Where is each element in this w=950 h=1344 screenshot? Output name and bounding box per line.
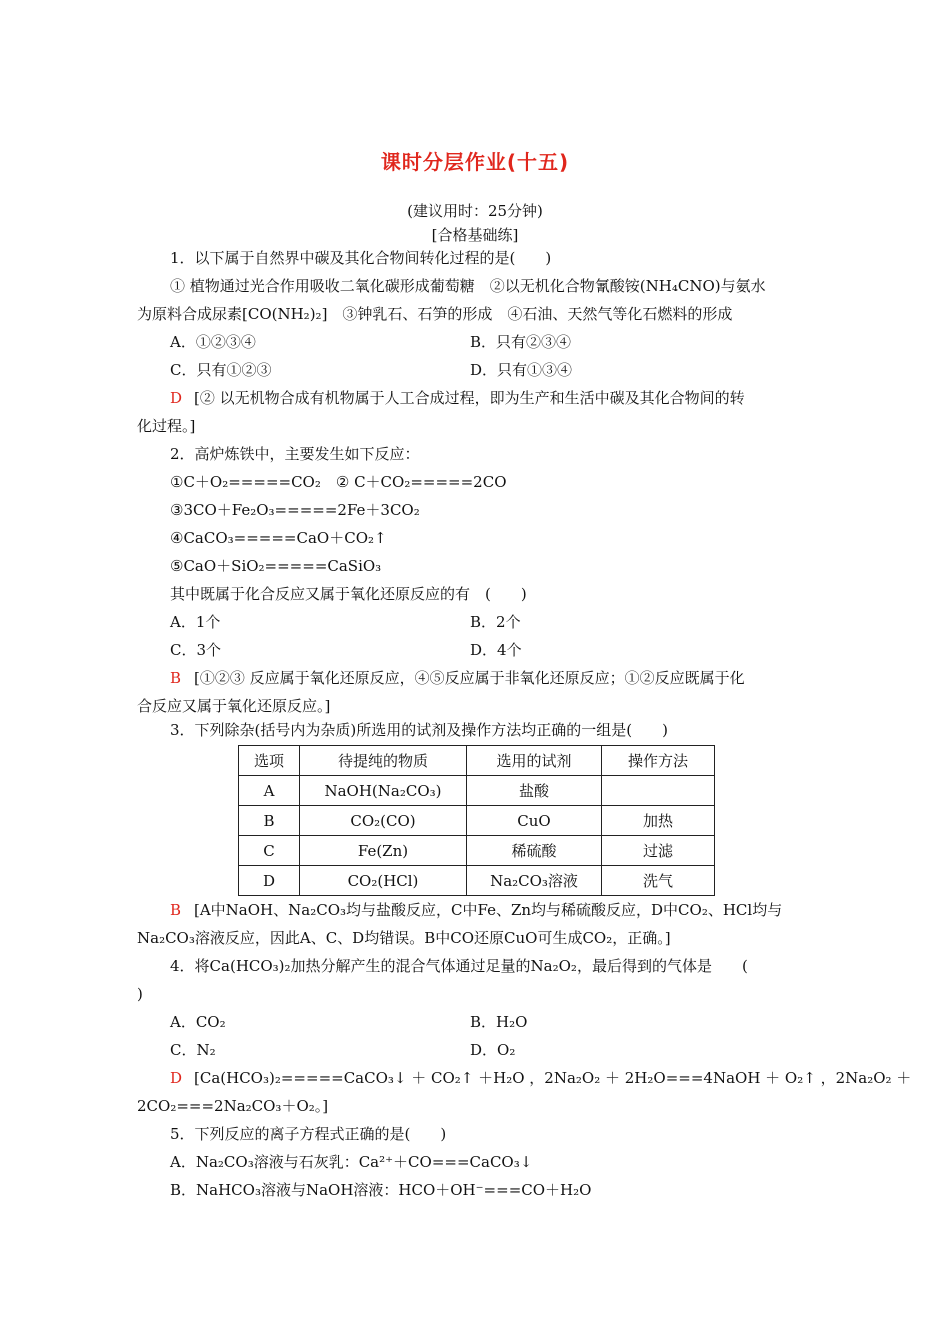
q2-stem: 2．高炉炼铁中，主要发生如下反应： bbox=[170, 445, 420, 463]
table-cell: 加热 bbox=[602, 806, 715, 836]
q2-answer: B bbox=[170, 669, 182, 687]
q1-option-b: B．只有②③④ bbox=[470, 333, 572, 351]
q3-stem: 3．下列除杂(括号内为杂质)所选用的试剂及操作方法均正确的一组是( ) bbox=[170, 721, 668, 739]
q2-reaction-1: ①C＋O₂=====CO₂ ② C＋CO₂=====2CO bbox=[170, 473, 507, 491]
table-cell: NaOH(Na₂CO₃) bbox=[300, 776, 467, 806]
q1-stem: 1．以下属于自然界中碳及其化合物间转化过程的是( ) bbox=[170, 249, 552, 267]
q2-option-b: B．2个 bbox=[470, 613, 521, 631]
q1-explanation-cont: 化过程。] bbox=[137, 417, 196, 435]
q1-option-a: A．①②③④ bbox=[170, 333, 256, 351]
q2-option-d: D．4个 bbox=[470, 641, 522, 659]
table-cell: CuO bbox=[467, 806, 602, 836]
table-cell: Fe(Zn) bbox=[300, 836, 467, 866]
table-cell: 稀硫酸 bbox=[467, 836, 602, 866]
q5-option-a: A．Na₂CO₃溶液与石灰乳：Ca²⁺＋CO===CaCO₃↓ bbox=[170, 1153, 533, 1171]
table-cell: C bbox=[239, 836, 300, 866]
q2-explanation-cont: 合反应又属于氧化还原反应。] bbox=[137, 697, 331, 715]
q2-explanation: B [①②③ 反应属于氧化还原反应，④⑤反应属于非氧化还原反应；①②反应既属于化 bbox=[170, 669, 745, 687]
q1-statement-2: 为原料合成尿素[CO(NH₂)₂] ③钟乳石、石笋的形成 ④石油、天然气等化石燃料的形成 bbox=[137, 305, 733, 323]
table-cell: CO₂(HCl) bbox=[300, 866, 467, 896]
q2-ask: 其中既属于化合反应又属于氧化还原反应的有 ( ) bbox=[170, 585, 527, 603]
table-cell bbox=[602, 776, 715, 806]
q2-option-c: C．3个 bbox=[170, 641, 222, 659]
q4-answer: D bbox=[170, 1069, 183, 1087]
table-cell: 洗气 bbox=[602, 866, 715, 896]
table-cell: CO₂(CO) bbox=[300, 806, 467, 836]
q1-option-d: D．只有①③④ bbox=[470, 361, 573, 379]
q4-explanation: D [Ca(HCO₃)₂=====CaCO₃↓ ＋ CO₂↑ ＋H₂O ，2Na₂O₂ ＋ 2H₂O===4NaOH ＋ O₂↑ ，2Na₂O₂ ＋ bbox=[170, 1069, 912, 1087]
q5-option-b: B．NaHCO₃溶液与NaOH溶液：HCO＋OH⁻===CO＋H₂O bbox=[170, 1181, 592, 1199]
table-row bbox=[239, 806, 715, 836]
q4-option-c: C．N₂ bbox=[170, 1041, 216, 1059]
section-label: [合格基础练] bbox=[431, 226, 519, 244]
table-row bbox=[239, 836, 715, 866]
table-cell: B bbox=[239, 806, 300, 836]
table-header: 选项 bbox=[239, 746, 300, 776]
q1-answer: D bbox=[170, 389, 183, 407]
q5-stem: 5．下列反应的离子方程式正确的是( ) bbox=[170, 1125, 447, 1143]
q1-option-c: C．只有①②③ bbox=[170, 361, 272, 379]
table-header: 选用的试剂 bbox=[467, 746, 602, 776]
q3-explanation: B [A中NaOH、Na₂CO₃均与盐酸反应，C中Fe、Zn均与稀硫酸反应，D中CO₂、HCl均与 bbox=[170, 901, 783, 919]
table-cell: D bbox=[239, 866, 300, 896]
q4-option-a: A．CO₂ bbox=[170, 1013, 226, 1031]
q4-option-b: B．H₂O bbox=[470, 1013, 528, 1031]
time-note: (建议用时：25分钟) bbox=[407, 202, 543, 220]
q1-statement-1: ① 植物通过光合作用吸收二氧化碳形成葡萄糖 ②以无机化合物氰酸铵(NH₄CNO)与氨水 bbox=[170, 277, 766, 295]
q2-option-a: A．1个 bbox=[170, 613, 221, 631]
q2-reaction-4: ⑤CaO＋SiO₂=====CaSiO₃ bbox=[170, 557, 382, 575]
q3-answer: B bbox=[170, 901, 182, 919]
q2-reaction-2: ③3CO＋Fe₂O₃=====2Fe＋3CO₂ bbox=[170, 501, 420, 519]
table-cell: A bbox=[239, 776, 300, 806]
q4-stem-cont: ) bbox=[137, 985, 143, 1003]
q4-explanation-cont: 2CO₂===2Na₂CO₃＋O₂。] bbox=[137, 1097, 329, 1115]
table-header-row bbox=[239, 746, 715, 776]
q4-stem: 4．将Ca(HCO₃)₂加热分解产生的混合气体通过足量的Na₂O₂，最后得到的气体是 ( bbox=[170, 957, 748, 975]
q2-reaction-3: ④CaCO₃=====CaO＋CO₂↑ bbox=[170, 529, 387, 547]
q1-explanation: D [② 以无机物合成有机物属于人工合成过程，即为生产和生活中碳及其化合物间的转 bbox=[170, 389, 745, 407]
table-cell: Na₂CO₃溶液 bbox=[467, 866, 602, 896]
table-cell: 盐酸 bbox=[467, 776, 602, 806]
table-row bbox=[239, 866, 715, 896]
table-header: 待提纯的物质 bbox=[300, 746, 467, 776]
page-title: 课时分层作业(十五) bbox=[380, 150, 570, 174]
q4-option-d: D．O₂ bbox=[470, 1041, 516, 1059]
table-row bbox=[239, 776, 715, 806]
table-cell: 过滤 bbox=[602, 836, 715, 866]
q3-explanation-cont: Na₂CO₃溶液反应，因此A、C、D均错误。B中CO还原CuO可生成CO₂，正确。] bbox=[137, 929, 671, 947]
table-header: 操作方法 bbox=[602, 746, 715, 776]
q3-table bbox=[238, 745, 715, 896]
